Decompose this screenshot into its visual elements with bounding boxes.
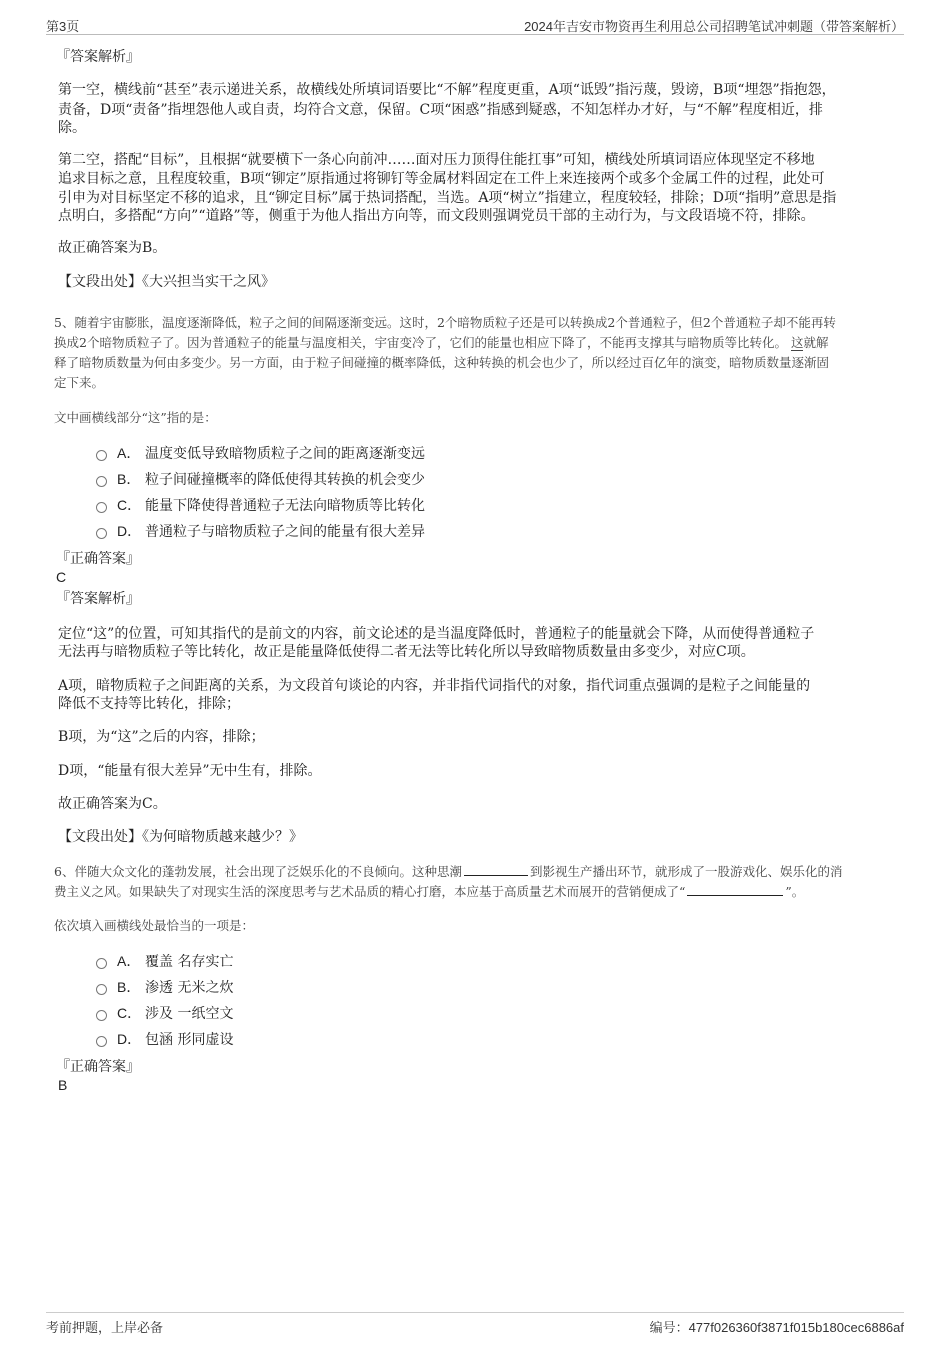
- q5-stem-line3: 释了暗物质数量为何由多变少。另一方面，由于粒子间碰撞的概率降低，这种转换的机会也少了，所以经过百亿年的演变，暗物质数量逐渐固: [54, 355, 830, 370]
- q4-analysis-p1-line2: 责备，D项“责备”指埋怨他人或自责，均符合文意，保留。C项“困惑”指感到疑惑，不知怎样办才好，与“不解”程度相近，排: [58, 102, 823, 118]
- radio-icon[interactable]: [96, 502, 107, 513]
- q4-analysis-p2-line2: 追求目标之意，且程度较重，B项“铆定”原指通过将铆钉等金属材料固定在工件上来连接两个或多个金属工件的过程，此处可: [58, 171, 825, 187]
- q5-option-c[interactable]: C． 能量下降使得普通粒子无法向暗物质等比转化: [96, 495, 425, 515]
- q5-analysis-p2-line1: A项，暗物质粒子之间距离的关系，为文段首句谈论的内容，并非指代词指代的对象，指代词重点强调的是粒子之间能量的: [58, 678, 811, 694]
- page-header: [46, 14, 904, 35]
- q5-answer: C: [56, 569, 67, 585]
- document-id: 编号：477f026360f3871f015b180cec6886af: [649, 1320, 904, 1335]
- q5-option-b[interactable]: B． 粒子间碰撞概率的降低使得其转换的机会变少: [96, 469, 425, 489]
- q5-analysis-p4: D项，“能量有很大差异”无中生有，排除。: [58, 763, 322, 779]
- q5-source: 【文段出处】《为何暗物质越来越少？》: [58, 829, 303, 845]
- radio-icon[interactable]: [96, 476, 107, 487]
- radio-icon[interactable]: [96, 958, 107, 969]
- q5-analysis-p3: B项，为“这”之后的内容，排除；: [58, 729, 265, 745]
- footer-slogan: 考前押题，上岸必备: [46, 1320, 164, 1335]
- q5-answer-label: 『正确答案』: [56, 551, 140, 567]
- q4-analysis-p2-line4: 点明白，多搭配“方向”“道路”等，侧重于为他人指出方向等，而文段则强调党员干部的主动行为，与文段语境不符，排除。: [58, 208, 815, 224]
- q6-option-d[interactable]: D． 包涵 形同虚设: [96, 1029, 233, 1049]
- q5-analysis-p2-line2: 降低不支持等比转化，排除；: [58, 696, 240, 712]
- q5-stem-line1: 5、随着宇宙膨胀，温度逐渐降低，粒子之间的间隔逐渐变远。这时，2个暗物质粒子还是可以转换成2个普通粒子，但2个普通粒子却不能再转: [54, 315, 836, 330]
- radio-icon[interactable]: [96, 1010, 107, 1021]
- q6-option-a-text: 覆盖 名存实亡: [145, 954, 234, 970]
- q4-analysis-label: 『答案解析』: [56, 49, 140, 65]
- q5-analysis-label: 『答案解析』: [56, 591, 140, 607]
- q4-analysis-p1-line3: 除。: [58, 120, 86, 136]
- q6-answer: B: [58, 1077, 68, 1093]
- q6-answer-label: 『正确答案』: [56, 1059, 140, 1075]
- q4-analysis-p2-line3: 引申为对目标坚定不移的追求，且“铆定目标”属于热词搭配，当选。A项“树立”指建立，程度较轻，排除；D项“指明”意思是指: [58, 190, 837, 206]
- q4-analysis-p1-line1: 第一空，横线前“甚至”表示递进关系，故横线处所填词语要比“不解”程度更重，A项“诋毁”指污蔑，毁谤，B项“埋怨”指抱怨，: [58, 82, 836, 98]
- radio-icon[interactable]: [96, 984, 107, 995]
- q6-stem-line2: 费主义之风。如果缺失了对现实生活的深度思考与艺术品质的精心打磨，本应基于高质量艺术而展开的营销便成了“ ”。: [54, 881, 804, 902]
- q6-option-b[interactable]: B． 渗透 无米之炊: [96, 977, 233, 997]
- radio-icon[interactable]: [96, 1036, 107, 1047]
- q4-analysis-p2-line1: 第二空，搭配“目标”，且根据“就要横下一条心向前冲……面对压力顶得住能扛事”可知，横线处所填词语应体现坚定不移地: [58, 152, 815, 168]
- q5-analysis-p1-line1: 定位“这”的位置，可知其指代的是前文的内容，前文论述的是当温度降低时，普通粒子的能量就会下降，从而使得普通粒子: [58, 626, 815, 642]
- q6-blank-1: [464, 861, 528, 876]
- radio-icon[interactable]: [96, 528, 107, 539]
- q6-blank-2: [687, 881, 783, 896]
- q5-conclusion: 故正确答案为C。: [58, 796, 167, 812]
- q6-option-b-text: 渗透 无米之炊: [145, 980, 234, 996]
- document-title: 2024年吉安市物资再生利用总公司招聘笔试冲刺题（带答案解析）: [524, 19, 904, 34]
- q5-option-a-text: 温度变低导致暗物质粒子之间的距离逐渐变远: [145, 446, 425, 462]
- q5-prompt: 文中画横线部分“这”指的是：: [54, 410, 217, 425]
- q5-option-c-text: 能量下降使得普通粒子无法向暗物质等比转化: [145, 498, 425, 514]
- q5-option-b-text: 粒子间碰撞概率的降低使得其转换的机会变少: [145, 472, 425, 488]
- q5-underlined-word: 这: [790, 335, 804, 350]
- q5-option-d-text: 普通粒子与暗物质粒子之间的能量有很大差异: [145, 524, 425, 540]
- q5-option-d[interactable]: D． 普通粒子与暗物质粒子之间的能量有很大差异: [96, 521, 425, 541]
- q6-stem-line1: 6、伴随大众文化的蓬勃发展，社会出现了泛娱乐化的不良倾向。这种思潮 到影视生产播出环节，就形成了一股游戏化、娱乐化的消: [54, 861, 842, 882]
- q5-option-a[interactable]: A． 温度变低导致暗物质粒子之间的距离逐渐变远: [96, 443, 425, 463]
- q5-stem-line2: 换成2个暗物质粒子了。因为普通粒子的能量与温度相关，宇宙变冷了，它们的能量也相应下降了，不能再支撑其与暗物质等比转化。 这就解: [54, 335, 829, 350]
- page-number: 第3页: [46, 19, 80, 34]
- q6-prompt: 依次填入画横线处最恰当的一项是：: [54, 918, 255, 933]
- q5-analysis-p1-line2: 无法再与暗物质粒子等比转化，故正是能量降低使得二者无法等比转化所以导致暗物质数量由多变少，对应C项。: [58, 644, 755, 660]
- q4-conclusion: 故正确答案为B。: [58, 240, 167, 256]
- q6-option-c-text: 涉及 一纸空文: [145, 1006, 234, 1022]
- page-footer: [46, 1312, 904, 1337]
- q6-option-a[interactable]: A． 覆盖 名存实亡: [96, 951, 233, 971]
- q6-option-c[interactable]: C． 涉及 一纸空文: [96, 1003, 233, 1023]
- radio-icon[interactable]: [96, 450, 107, 461]
- q4-source: 【文段出处】《大兴担当实干之风》: [58, 274, 275, 290]
- q6-option-d-text: 包涵 形同虚设: [145, 1032, 234, 1048]
- q5-stem-line4: 定下来。: [54, 375, 105, 390]
